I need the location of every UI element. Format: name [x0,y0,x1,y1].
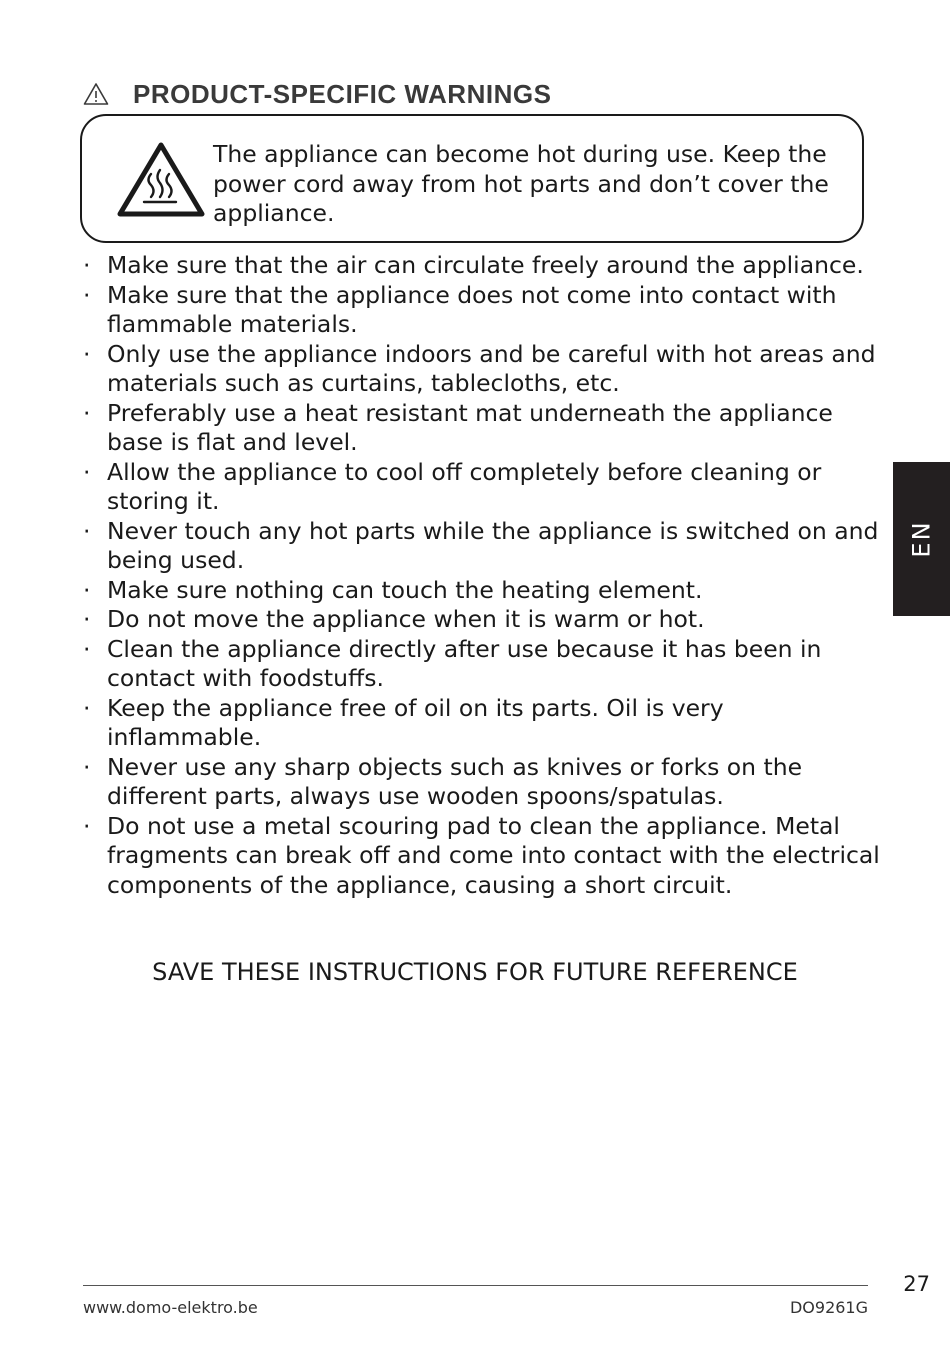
section-title: PRODUCT-SPECIFIC WARNINGS [133,78,552,109]
footer-model-number: DO9261G [789,1298,868,1317]
footer-url: www.domo-elektro.be [83,1298,258,1317]
language-tab [893,462,950,616]
list-item: · Make sure that the appliance does not come into contact with flammable materials. [80,281,880,340]
section-heading [83,78,551,110]
list-item: · Make sure nothing can touch the heating element. [80,576,880,606]
save-instructions-notice: SAVE THESE INSTRUCTIONS FOR FUTURE REFERENCE [152,958,798,986]
hot-surface-icon [114,140,208,220]
list-item: · Only use the appliance indoors and be careful with hot areas and materials such as curtains, tablecloths, etc. [80,340,880,399]
list-item: · Make sure that the air can circulate freely around the appliance. [80,251,880,281]
warning-triangle-icon [83,82,109,106]
page-number: 27 [903,1272,930,1296]
hot-surface-warning-box [80,114,864,243]
warning-text: The appliance can become hot during use. Keep the power cord away from hot parts and don’t cover the appliance. [213,140,829,227]
list-item: · Keep the appliance free of oil on its parts. Oil is very inflammable. [80,694,880,753]
list-item: · Never touch any hot parts while the appliance is switched on and being used. [80,517,880,576]
list-item: · Allow the appliance to cool off completely before cleaning or storing it. [80,458,880,517]
list-item: · Clean the appliance directly after use because it has been in contact with foodstuffs. [80,635,880,694]
list-item: · Never use any sharp objects such as knives or forks on the different parts, always use wooden spoons/spatulas. [80,753,880,812]
language-label: EN [907,520,936,558]
list-item: · Do not move the appliance when it is warm or hot. [80,605,880,635]
warning-list [80,251,880,900]
list-item: · Do not use a metal scouring pad to clean the appliance. Metal fragments can break off and come into contact with the electrical components of the appliance, causing a short circuit. [80,812,880,901]
footer-divider [83,1285,868,1286]
list-item: · Preferably use a heat resistant mat underneath the appliance base is flat and level. [80,399,880,458]
